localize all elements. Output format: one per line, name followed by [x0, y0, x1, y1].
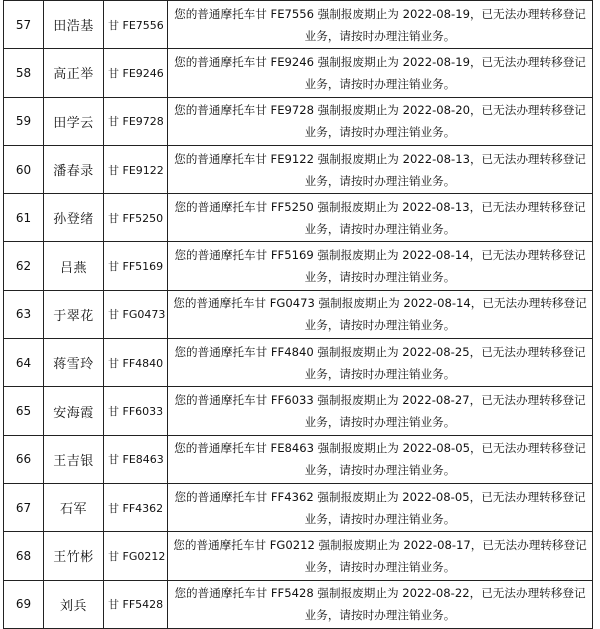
table-row — [4, 435, 593, 483]
notice-message — [168, 387, 593, 435]
owner-name: 于翠花 — [44, 290, 104, 338]
notice-message-line: 您的普通摩托车甘 FF4362 强制报废期止为 2022-08-05，已无法办理转移登记 — [174, 489, 586, 504]
row-number: 61 — [4, 194, 44, 242]
notice-message-line: 您的普通摩托车甘 FF5250 强制报废期止为 2022-08-13，已无法办理转移登记 — [174, 199, 586, 214]
owner-name: 刘兵 — [44, 580, 104, 628]
owner-name: 蒋雪玲 — [44, 339, 104, 387]
notice-message-line: 业务，请按时办理注销业务。 — [304, 608, 456, 623]
table-row — [4, 387, 593, 435]
row-number: 65 — [4, 387, 44, 435]
notice-message-line: 业务，请按时办理注销业务。 — [304, 559, 456, 574]
notice-message-line: 您的普通摩托车甘 FF5428 强制报废期止为 2022-08-22，已无法办理转移登记 — [174, 586, 586, 601]
plate-number: 甘 FF4362 — [104, 483, 168, 531]
notice-message — [168, 49, 593, 97]
plate-number: 甘 FG0473 — [104, 290, 168, 338]
notice-message-line: 业务，请按时办理注销业务。 — [304, 463, 456, 478]
notice-message — [168, 194, 593, 242]
row-number: 67 — [4, 483, 44, 531]
plate-number: 甘 FE9122 — [104, 145, 168, 193]
notice-message — [168, 532, 593, 580]
notice-message-line: 您的普通摩托车甘 FE9122 强制报废期止为 2022-08-13，已无法办理转移登记 — [174, 151, 586, 166]
notice-message — [168, 339, 593, 387]
notice-message-line: 业务，请按时办理注销业务。 — [304, 125, 456, 140]
notice-message — [168, 145, 593, 193]
plate-number: 甘 FG0212 — [104, 532, 168, 580]
plate-number: 甘 FE8463 — [104, 435, 168, 483]
table-row — [4, 580, 593, 628]
plate-number: 甘 FF5250 — [104, 194, 168, 242]
plate-number: 甘 FF6033 — [104, 387, 168, 435]
notice-message-line: 业务，请按时办理注销业务。 — [304, 173, 456, 188]
row-number: 69 — [4, 580, 44, 628]
table-body — [4, 1, 593, 629]
notice-message-line: 您的普通摩托车甘 FE7556 强制报废期止为 2022-08-19，已无法办理转移登记 — [174, 6, 586, 21]
table-row — [4, 242, 593, 290]
row-number: 68 — [4, 532, 44, 580]
owner-name: 王吉银 — [44, 435, 104, 483]
table-row — [4, 290, 593, 338]
table-row — [4, 97, 593, 145]
plate-number: 甘 FE9246 — [104, 49, 168, 97]
notice-message-line: 您的普通摩托车甘 FF4840 强制报废期止为 2022-08-25，已无法办理转移登记 — [174, 344, 586, 359]
row-number: 64 — [4, 339, 44, 387]
scrap-notice-table — [3, 0, 593, 629]
plate-number: 甘 FE9728 — [104, 97, 168, 145]
owner-name: 田学云 — [44, 97, 104, 145]
table-row — [4, 49, 593, 97]
owner-name: 田浩基 — [44, 1, 104, 49]
row-number: 59 — [4, 97, 44, 145]
row-number: 57 — [4, 1, 44, 49]
notice-message-line: 业务，请按时办理注销业务。 — [304, 318, 456, 333]
notice-message-line: 您的普通摩托车甘 FF5169 强制报废期止为 2022-08-14，已无法办理转移登记 — [174, 248, 586, 263]
notice-message-line: 您的普通摩托车甘 FG0473 强制报废期止为 2022-08-14，已无法办理转移登记 — [173, 296, 587, 311]
owner-name: 吕燕 — [44, 242, 104, 290]
owner-name: 石军 — [44, 483, 104, 531]
notice-message — [168, 97, 593, 145]
notice-message-line: 业务，请按时办理注销业务。 — [304, 221, 456, 236]
table-row — [4, 483, 593, 531]
notice-message-line: 业务，请按时办理注销业务。 — [304, 415, 456, 430]
notice-message-line: 业务，请按时办理注销业务。 — [304, 511, 456, 526]
row-number: 62 — [4, 242, 44, 290]
table-row — [4, 339, 593, 387]
notice-message — [168, 290, 593, 338]
plate-number: 甘 FF4840 — [104, 339, 168, 387]
row-number: 66 — [4, 435, 44, 483]
table-row — [4, 194, 593, 242]
table-row — [4, 145, 593, 193]
row-number: 63 — [4, 290, 44, 338]
table-row — [4, 1, 593, 49]
owner-name: 孙登绪 — [44, 194, 104, 242]
notice-message — [168, 435, 593, 483]
row-number: 60 — [4, 145, 44, 193]
plate-number: 甘 FF5428 — [104, 580, 168, 628]
owner-name: 安海霞 — [44, 387, 104, 435]
notice-message-line: 您的普通摩托车甘 FF6033 强制报废期止为 2022-08-27，已无法办理转移登记 — [174, 393, 586, 408]
notice-message-line: 您的普通摩托车甘 FE9246 强制报废期止为 2022-08-19，已无法办理转移登记 — [174, 54, 586, 69]
notice-message-line: 您的普通摩托车甘 FE9728 强制报废期止为 2022-08-20，已无法办理转移登记 — [174, 103, 586, 118]
plate-number: 甘 FE7556 — [104, 1, 168, 49]
owner-name: 王竹彬 — [44, 532, 104, 580]
notice-message-line: 您的普通摩托车甘 FG0212 强制报废期止为 2022-08-17，已无法办理转移登记 — [173, 537, 587, 552]
notice-message — [168, 1, 593, 49]
row-number: 58 — [4, 49, 44, 97]
notice-message — [168, 580, 593, 628]
notice-message-line: 业务，请按时办理注销业务。 — [304, 76, 456, 91]
plate-number: 甘 FF5169 — [104, 242, 168, 290]
notice-message — [168, 483, 593, 531]
table-row — [4, 532, 593, 580]
owner-name: 潘春录 — [44, 145, 104, 193]
notice-message-line: 业务，请按时办理注销业务。 — [304, 366, 456, 381]
notice-message-line: 您的普通摩托车甘 FE8463 强制报废期止为 2022-08-05，已无法办理转移登记 — [174, 441, 586, 456]
notice-message-line: 业务，请按时办理注销业务。 — [304, 28, 456, 43]
notice-message-line: 业务，请按时办理注销业务。 — [304, 270, 456, 285]
notice-message — [168, 242, 593, 290]
owner-name: 高正举 — [44, 49, 104, 97]
